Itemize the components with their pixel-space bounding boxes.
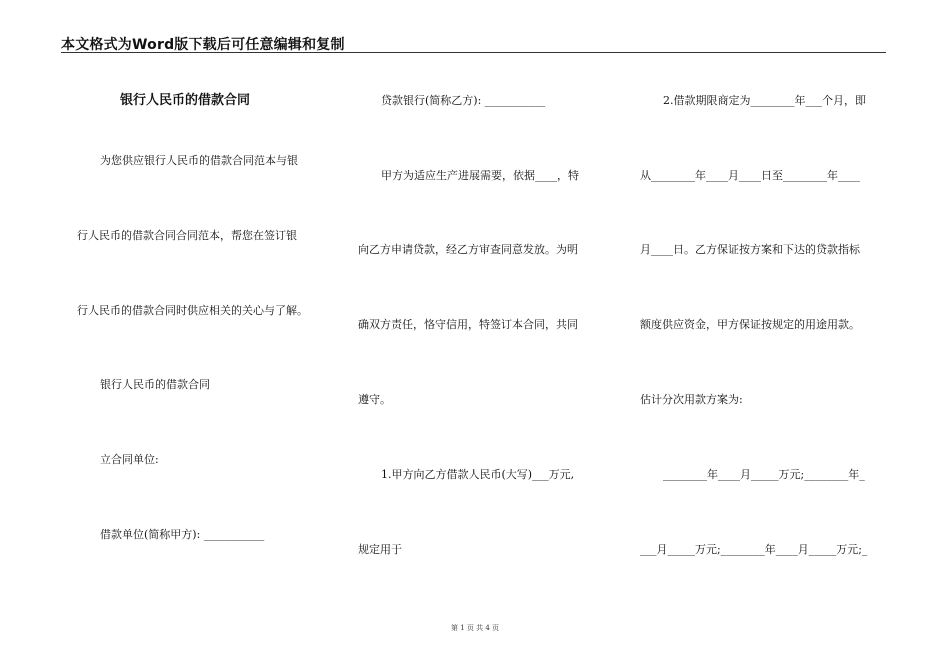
lender-field: 贷款银行(简称乙方): ___________ <box>381 94 546 107</box>
paragraph-line: 额度供应资金，甲方保证按规定的用途用款。 <box>640 318 860 331</box>
page-footer: 第 1 页 共 4 页 <box>450 624 500 632</box>
paragraph-line: 遵守。 <box>358 393 391 406</box>
paragraph-line: 2.借款期限商定为________年___个月，即 <box>663 94 866 107</box>
paragraph-line: 月____日。乙方保证按方案和下达的贷款指标 <box>640 243 860 256</box>
paragraph-line: 确双方责任，恪守信用，特签订本合同，共同 <box>358 318 578 331</box>
page-header-title: 本文格式为Word版下载后可任意编辑和复制 <box>61 37 345 53</box>
header-divider <box>61 52 886 53</box>
paragraph-line: 从________年____月____日至________年____ <box>640 169 860 182</box>
paragraph-line: 为您供应银行人民币的借款合同范本与银 <box>100 154 298 167</box>
paragraph-line: 行人民币的借款合同时供应相关的关心与了解。 <box>77 304 308 317</box>
paragraph-line: 甲方为适应生产进展需要，依据____，特 <box>381 169 579 182</box>
paragraph-line: 向乙方申请贷款，经乙方审查同意发放。为明 <box>358 243 578 256</box>
paragraph-line: 立合同单位: <box>100 453 159 466</box>
paragraph-line: ________年____月_____万元;________年_ <box>663 468 865 481</box>
paragraph-line: 估计分次用款方案为: <box>640 393 743 406</box>
borrower-field: 借款单位(简称甲方): ___________ <box>100 528 265 541</box>
paragraph-line: 行人民币的借款合同合同范本，帮您在签订银 <box>77 229 297 242</box>
document-title: 银行人民币的借款合同 <box>120 93 251 108</box>
paragraph-line: ___月_____万元;________年____月_____万元;_ <box>640 543 868 556</box>
contract-heading: 银行人民币的借款合同 <box>100 378 210 391</box>
paragraph-line: 规定用于 <box>358 543 402 556</box>
paragraph-line: 1.甲方向乙方借款人民币(大写)___万元, <box>381 468 575 481</box>
